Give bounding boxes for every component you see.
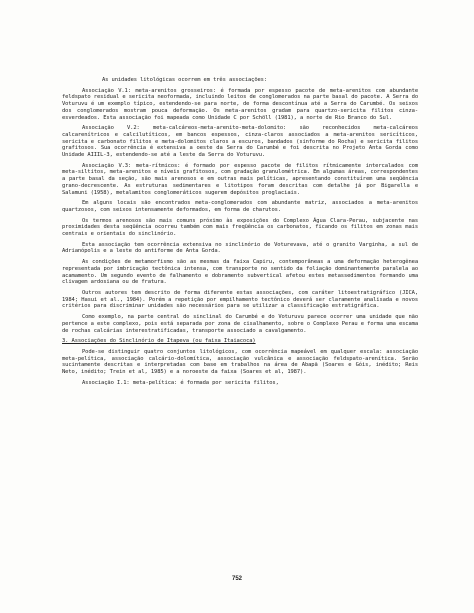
section-heading: 3. Associações do Sinclinório de Itapeva (ou faixa Itaiacoca) bbox=[62, 338, 256, 345]
paragraph-association-v1: Associação V.1: meta-arenitos grosseiros: é formada por espesso pacote de meta-arenitos com abundante feldspato residual e sericita neoformada, incluindo leitos de conglomerados na parte basal do pacote. A Serra do Voturuvu é um exemplo típico, estendendo-se para norte, de forma descontínua até a Serra do Carumbé. Os seixos dos conglomerados mostram pouca deformação. Os meta-arenitos gradam para quartzo-sericita filitos cinza-esverdeados. Esta associação foi mapeada como Unidade C por Schöll (1981), a norte de Rio Branco do Sul. bbox=[62, 87, 418, 121]
page-body bbox=[62, 77, 418, 390]
paragraph-example: Como exemplo, na parte central do sinclinal do Carumbé e do Voturuvu parece ocorrer uma unidade que não pertence a este complexo, pois está separada por zona de cisalhamento, sobre o Complexo Perau e forma uma escama de rochas calcárias interestratificadas, transporte associado a cavalgamento. bbox=[62, 314, 418, 334]
paragraph-metamorphism: As condições de metamorfismo são as mesmas da faixa Capiru, contemporâneas a uma deformação heterogênea representada por imbricação tectônica intensa, com transporte no sentido da foliação dominantemente paralela ao acamamento. Um segundo evento de falhamento e dobramento subvertical afetou estes metassedimentos formando uma clivagem ardosiana ou de fratura. bbox=[62, 259, 418, 286]
paragraph-association-v2: Associação V.2: meta-calcáreos-meta-arenito-meta-dolomito: são reconhecidos meta-calcáreos calcarenítricos e calcilutíticos, em bancos espessos, cinza-claros associados a meta-arenitos sericíticos, sericita e carbonato filitos e meta-dolomitos claros a escuros, bandados (sinforme do Rocha) e sericita filitos grafitosos. Sua ocorrência é extensiva a oeste da Serra do Carumbé e foi descrita no Projeto Anta Gorda como Unidade AIIIL-3, estendendo-se até a leste da Serra do Voturuvu. bbox=[62, 125, 418, 159]
paragraph-meta-conglomerates: Em alguns locais são encontrados meta-conglomerados com abundante matriz, associados a meta-arenitos quartzosos, com seixos intensamente deformados, em forma de charutos. bbox=[62, 200, 418, 213]
paragraph-association-v3: Associação V.3: meta-rítmicos: é formado por espesso pacote de filitos rítmicamente intercalados com meta-siltitos, meta-arenitos e níveis grafitosos, com gradação granulométrica. Em algumas áreas, correspondentes a parte basal da seção, são mais arenosos e em outras mais pelíticas, apresentando constituírem uma seqüência grano-decrescente. As estruturas sedimentares e litotipos foram descritas com detalhe já por Bigarella e Salamuni (1958), metalamitos conglomeráticos sugerem depósitos proglaciais. bbox=[62, 162, 418, 196]
intro-line: As unidades litológicas ocorrem em três associações: bbox=[102, 77, 268, 83]
paragraph-association-i1: Associação I.1: meta-pelítica: é formada por sericita filitos, bbox=[82, 379, 279, 386]
paragraph-occurrence: Esta associação tem ocorrência extensiva no sinclinório de Voturevava, até o granito Varginha, a sul de Adrianópolis e a leste do antiforme de Anta Gorda. bbox=[62, 241, 418, 255]
page-number: 752 bbox=[231, 576, 242, 582]
paragraph-section-intro: Pode-se distinguir quatro conjuntos litológicos, com ocorrência mapeável em qualquer escala: associação meta-pelítica, associação calcário-dolomítica, associação vulcânica e associação feldspato-arenítica. Serão sucintamente descritas e interpretadas com base em trabalhos na área de Abapã (Soares e Góis, inédito; Reis Neto, inédito; Trein et al, 1985) e a noroeste da faixa (Soares et al, 1987). bbox=[62, 348, 418, 376]
paragraph-sandy-terms: Os termos arenosos são mais comuns próximo às exposições do Complexo Água Clara-Perau, subjacente nas proximidades desta seqüência ocorreu também com mais freqüência os carbonatos, ficando os filitos em zonas mais centrais e orientais do sinclinório. bbox=[62, 217, 418, 238]
paragraph-other-authors: Outros autores tem descrito de forma diferente estas associações, com caráter litoestratigráfico (JICA, 1984; Hasui et al., 1984). Porém a repetição por empilhamento tectônico deverá ser claramente analisada e novos critérios para discriminar unidades são necessários para se utilizar a classificação estratigráfica. bbox=[62, 289, 418, 310]
